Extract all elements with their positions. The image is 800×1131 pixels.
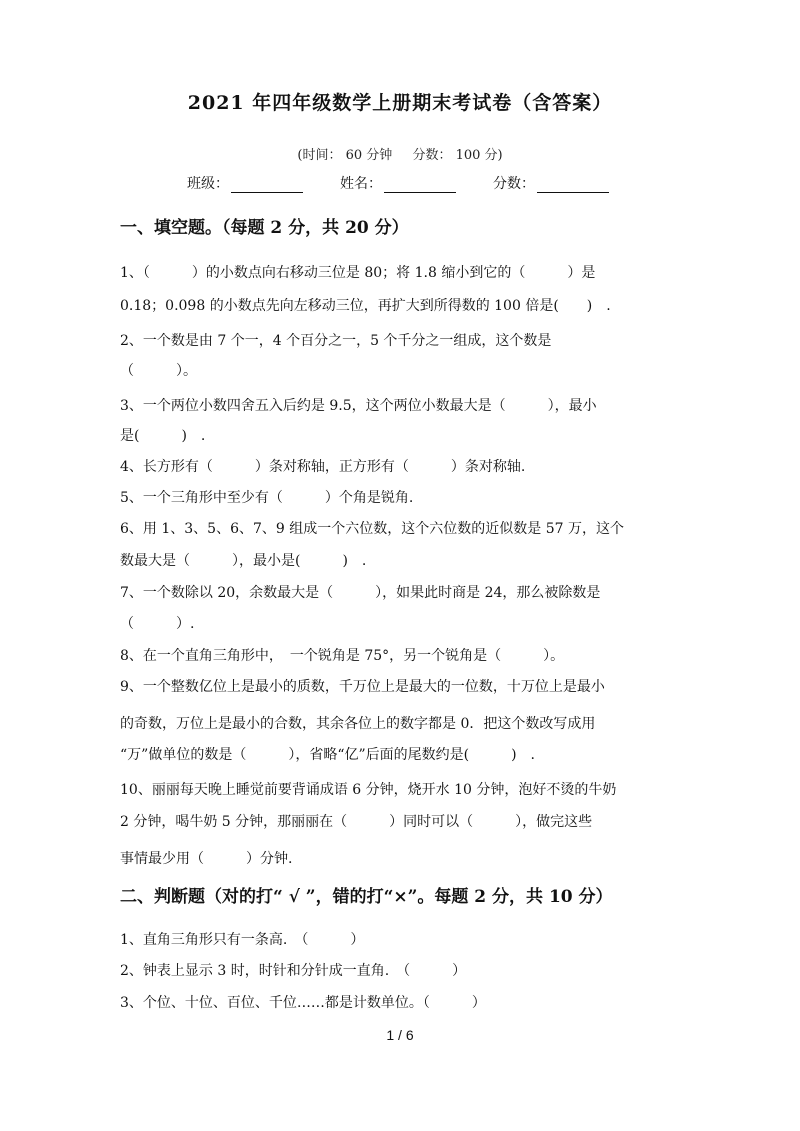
class-blank[interactable] [231, 172, 303, 193]
question-line: “万”做单位的数是（ ），省略“亿”后面的尾数约是( ) . [120, 747, 536, 763]
judgement-line: 3、个位、十位、百位、千位……都是计数单位。（ ） [120, 995, 486, 1011]
question-line: 事情最少用（ ）分钟. [120, 851, 293, 867]
question-line: （ ）。 [120, 363, 197, 379]
question-line: 0.18；0.098 的小数点先向左移动三位，再扩大到所得数的 100 倍是( ) . [120, 298, 611, 314]
question-line: 7、一个数除以 20，余数最大是（ ），如果此时商是 24，那么被除数是 [120, 585, 601, 601]
question-line: 的奇数，万位上是最小的合数，其余各位上的数字都是 0．把这个数改写成用 [120, 716, 596, 732]
question-line: 5、一个三角形中至少有（ ）个角是锐角. [120, 490, 414, 506]
question-line: 8、在一个直角三角形中， 一个锐角是 75°，另一个锐角是（ ）。 [120, 648, 565, 664]
question-line: 6、用 1、3、5、6、7、9 组成一个六位数，这个六位数的近似数是 57 万，这个 [120, 521, 624, 537]
name-blank[interactable] [384, 172, 456, 193]
section-2-title: 二、判断题（对的打“ √ ”，错的打“×”。每题 2 分，共 10 分） [120, 887, 613, 907]
question-line: 1、（ ）的小数点向右移动三位是 80；将 1.8 缩小到它的（ ）是 [120, 265, 596, 281]
score-blank[interactable] [537, 172, 609, 193]
name-label: 姓名： [340, 176, 382, 192]
question-line: 是( ) . [120, 428, 206, 444]
question-line: 2 分钟，喝牛奶 5 分钟，那丽丽在（ ）同时可以（ ），做完这些 [120, 814, 593, 830]
question-line: 数最大是（ ），最小是( ) . [120, 553, 367, 569]
judgement-line: 2、钟表上显示 3 时，时针和分针成一直角. （ ） [120, 963, 467, 979]
judgement-line: 1、直角三角形只有一条高. （ ） [120, 932, 365, 948]
section-1-title: 一、填空题。（每题 2 分，共 20 分） [120, 218, 409, 238]
question-line: 10、丽丽每天晚上睡觉前要背诵成语 6 分钟，烧开水 10 分钟，泡好不烫的牛奶 [120, 782, 617, 798]
question-line: 2、一个数是由 7 个一，4 个百分之一，5 个千分之一组成，这个数是 [120, 333, 552, 349]
exam-info [0, 144, 800, 163]
exam-title: 2021 年四年级数学上册期末考试卷（含答案） [187, 92, 613, 114]
question-line: 9、一个整数亿位上是最小的质数，千万位上是最大的一位数，十万位上是最小 [120, 679, 605, 695]
question-line: 3、一个两位小数四舍五入后约是 9.5，这个两位小数最大是（ ），最小 [120, 398, 597, 414]
question-line: （ ）. [120, 616, 195, 632]
exam-time: (时间： 60 分钟 [297, 148, 393, 163]
name-field [340, 172, 456, 193]
score-label: 分数： [493, 176, 535, 192]
page-number: 1 / 6 [386, 1027, 414, 1043]
class-field [187, 172, 303, 193]
exam-total-score: 分数： 100 分) [412, 148, 503, 163]
score-field [493, 172, 609, 193]
question-line: 4、长方形有（ ）条对称轴，正方形有（ ）条对称轴. [120, 459, 526, 475]
class-label: 班级： [187, 176, 229, 192]
